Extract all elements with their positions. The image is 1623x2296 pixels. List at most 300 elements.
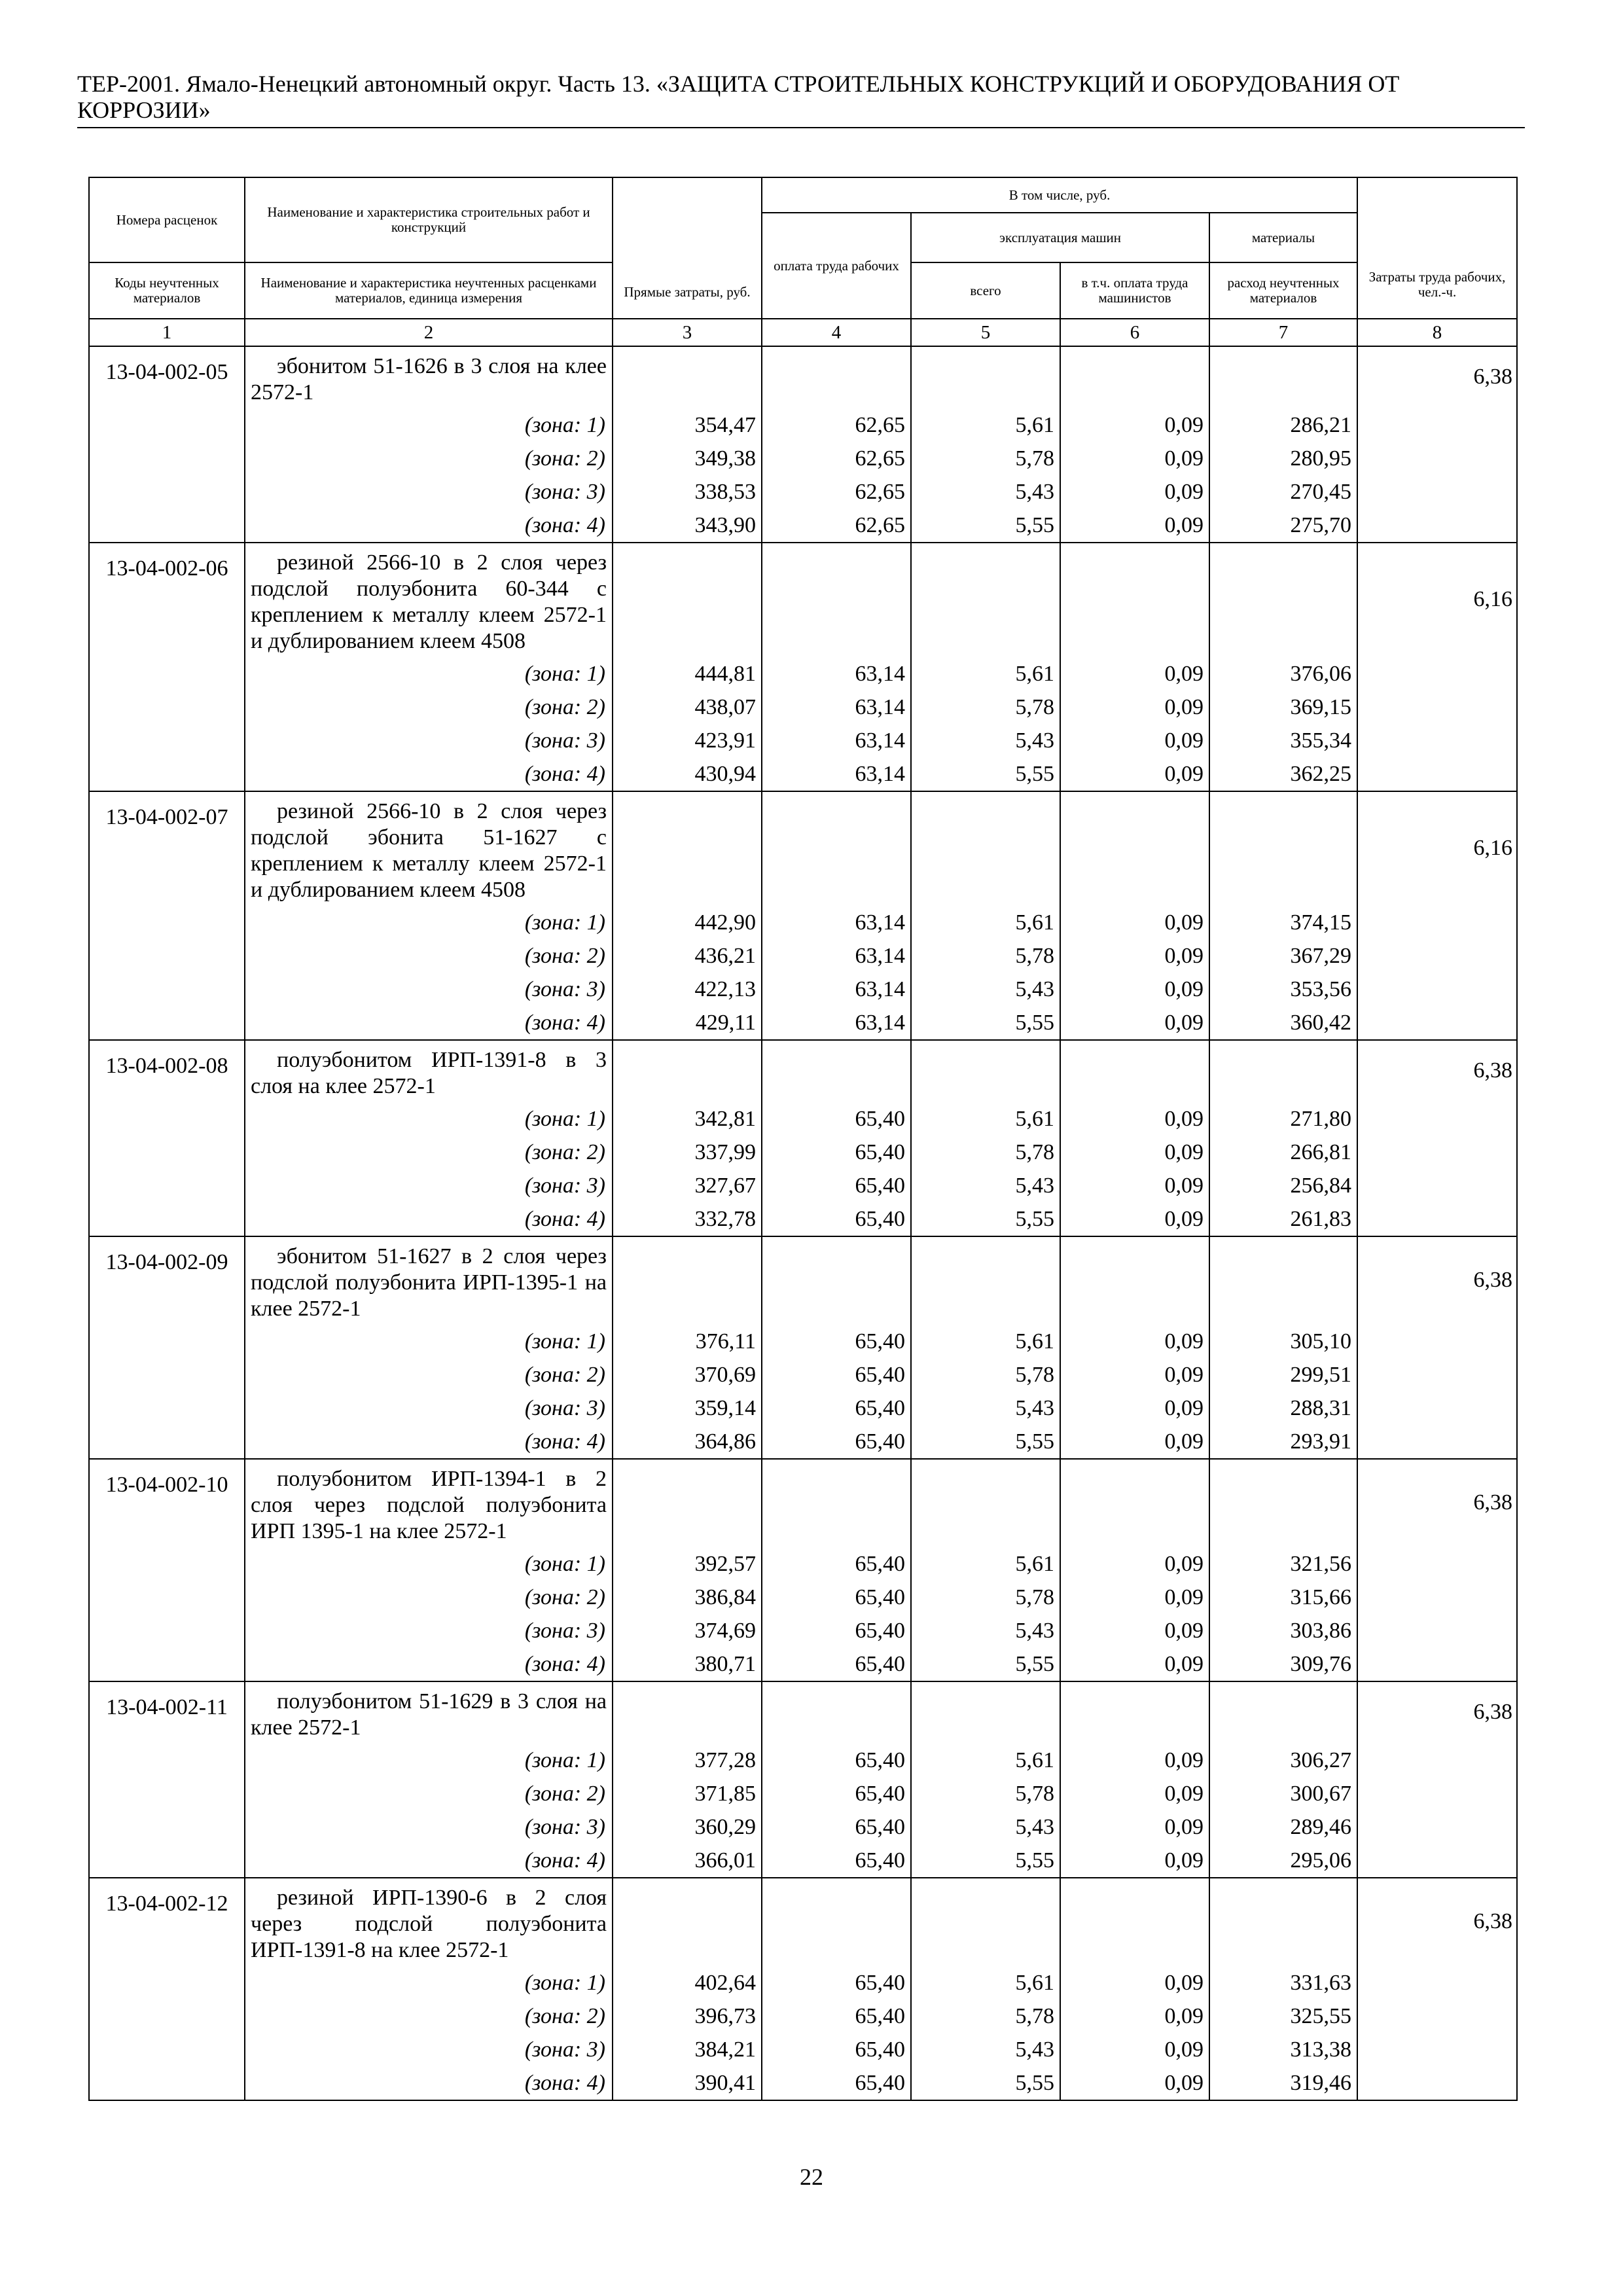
materials-cost-value: 315,66	[1290, 1585, 1352, 1609]
worker-pay-value: 65,40	[855, 1848, 905, 1873]
rate-code: 13-04-002-11	[89, 1681, 245, 1878]
machinist-pay-value: 0,09	[1164, 2004, 1204, 2028]
header-machines-total: всего	[911, 262, 1060, 319]
zone-label: (зона: 3)	[524, 728, 605, 753]
worker-pay-value: 63,14	[855, 762, 905, 786]
header-including: В том числе, руб.	[762, 177, 1357, 213]
page-title: ТЕР-2001. Ямало-Ненецкий автономный округ. Часть 13. «ЗАЩИТА СТРОИТЕЛЬНЫХ КОНСТРУКЦИЙ И ОБОРУДОВАНИЯ ОТ КОРРОЗИИ»	[77, 71, 1400, 123]
row-spacer	[1061, 792, 1209, 906]
worker-pay-value: 65,40	[855, 1329, 905, 1354]
machines-total-value: 5,61	[1015, 1971, 1054, 1995]
row-spacer	[762, 1041, 910, 1102]
row-spacer	[1210, 1460, 1357, 1547]
zone-label: (зона: 4)	[524, 2071, 605, 2095]
rate-code: 13-04-002-10	[89, 1459, 245, 1681]
row-spacer	[613, 1460, 761, 1547]
machinist-pay-column	[1060, 1236, 1209, 1459]
direct-cost-value: 343,90	[694, 513, 756, 537]
direct-cost-value: 366,01	[694, 1848, 756, 1873]
table-row	[89, 346, 1517, 543]
direct-cost-value: 384,21	[694, 2037, 756, 2062]
machinist-pay-value: 0,09	[1164, 695, 1204, 719]
rates-table	[88, 177, 1518, 2101]
zone-label: (зона: 2)	[524, 2004, 605, 2028]
worker-pay-column	[762, 346, 911, 543]
row-spacer	[1061, 1878, 1209, 1966]
row-spacer	[912, 543, 1060, 657]
machines-total-value: 5,78	[1015, 1140, 1054, 1164]
worker-pay-column	[762, 1459, 911, 1681]
materials-cost-value: 313,38	[1290, 2037, 1352, 2062]
row-spacer	[762, 1237, 910, 1325]
materials-cost-column	[1209, 1681, 1357, 1878]
rate-code: 13-04-002-12	[89, 1878, 245, 2100]
table-row	[89, 1236, 1517, 1459]
machines-total-value: 5,43	[1015, 1174, 1054, 1198]
row-spacer	[912, 1041, 1060, 1102]
zone-label: (зона: 3)	[524, 1619, 605, 1643]
direct-cost-value: 370,69	[694, 1363, 756, 1387]
machinist-pay-value: 0,09	[1164, 1140, 1204, 1164]
direct-cost-value: 438,07	[694, 695, 756, 719]
machinist-pay-value: 0,09	[1164, 480, 1204, 504]
direct-cost-value: 402,64	[694, 1971, 756, 1995]
direct-cost-column	[613, 543, 762, 791]
worker-pay-value: 65,40	[855, 1815, 905, 1839]
row-spacer	[1210, 1041, 1357, 1102]
materials-cost-value: 369,15	[1290, 695, 1352, 719]
header-machinists-pay: в т.ч. оплата труда машинистов	[1060, 262, 1209, 319]
worker-pay-value: 63,14	[855, 662, 905, 686]
table-row	[89, 791, 1517, 1040]
row-spacer	[1210, 347, 1357, 408]
machinist-pay-column	[1060, 1878, 1209, 2100]
machines-total-column	[911, 1040, 1060, 1236]
worker-pay-value: 65,40	[855, 1652, 905, 1676]
zone-label: (зона: 1)	[524, 1107, 605, 1131]
zone-label: (зона: 3)	[524, 480, 605, 504]
machinist-pay-value: 0,09	[1164, 1848, 1204, 1873]
machines-total-value: 5,78	[1015, 2004, 1054, 2028]
zone-label: (зона: 3)	[524, 977, 605, 1001]
machines-total-value: 5,43	[1015, 728, 1054, 753]
machinist-pay-column	[1060, 791, 1209, 1040]
worker-pay-value: 62,65	[855, 513, 905, 537]
row-spacer	[613, 543, 761, 657]
machines-total-column	[911, 543, 1060, 791]
header-rate-numbers: Номера расценок	[89, 177, 245, 262]
materials-cost-column	[1209, 1040, 1357, 1236]
direct-cost-value: 364,86	[694, 1429, 756, 1454]
rate-name-cell	[245, 1040, 613, 1236]
materials-cost-value: 275,70	[1290, 513, 1352, 537]
machines-total-value: 5,55	[1015, 1652, 1054, 1676]
materials-cost-value: 271,80	[1290, 1107, 1352, 1131]
materials-cost-value: 261,83	[1290, 1207, 1352, 1231]
table-row	[89, 1681, 1517, 1878]
header-rate-codes: Коды неучтенных материалов	[89, 262, 245, 319]
direct-cost-value: 380,71	[694, 1652, 756, 1676]
worker-pay-value: 65,40	[855, 1748, 905, 1772]
direct-cost-value: 360,29	[694, 1815, 756, 1839]
machinist-pay-column	[1060, 1040, 1209, 1236]
page-number: 22	[800, 2164, 823, 2190]
worker-pay-value: 65,40	[855, 2004, 905, 2028]
labor-cost: 6,16	[1357, 791, 1517, 1040]
worker-pay-value: 63,14	[855, 977, 905, 1001]
direct-cost-value: 338,53	[694, 480, 756, 504]
rate-description: эбонитом 51-1626 в 3 слоя на клее 2572-1	[251, 354, 607, 404]
row-spacer	[1061, 1682, 1209, 1744]
row-spacer	[613, 1237, 761, 1325]
row-spacer	[762, 792, 910, 906]
machines-total-value: 5,61	[1015, 413, 1054, 437]
rate-code: 13-04-002-07	[89, 791, 245, 1040]
materials-cost-value: 325,55	[1290, 2004, 1352, 2028]
worker-pay-value: 65,40	[855, 1782, 905, 1806]
machines-total-value: 5,55	[1015, 1011, 1054, 1035]
direct-cost-column	[613, 1040, 762, 1236]
row-spacer	[1061, 1460, 1209, 1547]
col-number-4: 4	[762, 319, 911, 346]
zone-label: (зона: 2)	[524, 446, 605, 471]
materials-cost-column	[1209, 543, 1357, 791]
direct-cost-value: 390,41	[694, 2071, 756, 2095]
machinist-pay-column	[1060, 346, 1209, 543]
direct-cost-value: 423,91	[694, 728, 756, 753]
materials-cost-value: 321,56	[1290, 1552, 1352, 1576]
materials-cost-column	[1209, 791, 1357, 1040]
rate-code: 13-04-002-08	[89, 1040, 245, 1236]
header-labor-pay: оплата труда рабочих	[762, 213, 911, 319]
machines-total-value: 5,43	[1015, 1815, 1054, 1839]
materials-cost-value: 319,46	[1290, 2071, 1352, 2095]
worker-pay-value: 65,40	[855, 2037, 905, 2062]
materials-cost-value: 376,06	[1290, 662, 1352, 686]
machinist-pay-value: 0,09	[1164, 1207, 1204, 1231]
worker-pay-value: 65,40	[855, 1363, 905, 1387]
materials-cost-column	[1209, 1236, 1357, 1459]
worker-pay-value: 65,40	[855, 1585, 905, 1609]
machinist-pay-value: 0,09	[1164, 1782, 1204, 1806]
machines-total-value: 5,55	[1015, 1207, 1054, 1231]
rate-name-cell	[245, 1459, 613, 1681]
row-spacer	[1210, 1878, 1357, 1966]
zone-label: (зона: 4)	[524, 1207, 605, 1231]
worker-pay-value: 65,40	[855, 1140, 905, 1164]
machinist-pay-value: 0,09	[1164, 1619, 1204, 1643]
machinist-pay-value: 0,09	[1164, 1363, 1204, 1387]
rate-code: 13-04-002-05	[89, 346, 245, 543]
rate-name-cell	[245, 1681, 613, 1878]
machines-total-value: 5,61	[1015, 1107, 1054, 1131]
zone-label: (зона: 4)	[524, 1011, 605, 1035]
machinist-pay-value: 0,09	[1164, 1174, 1204, 1198]
labor-cost: 6,38	[1357, 1878, 1517, 2100]
col-number-5: 5	[911, 319, 1060, 346]
materials-cost-value: 367,29	[1290, 944, 1352, 968]
row-spacer	[1210, 1682, 1357, 1744]
worker-pay-value: 62,65	[855, 413, 905, 437]
worker-pay-value: 65,40	[855, 1174, 905, 1198]
worker-pay-value: 65,40	[855, 1396, 905, 1420]
zone-label: (зона: 2)	[524, 1782, 605, 1806]
row-spacer	[912, 347, 1060, 408]
col-number-8: 8	[1357, 319, 1517, 346]
header-work-name: Наименование и характеристика строительных работ и конструкций	[245, 177, 613, 262]
direct-cost-value: 354,47	[694, 413, 756, 437]
zone-label: (зона: 4)	[524, 1848, 605, 1873]
direct-cost-value: 342,81	[694, 1107, 756, 1131]
machinist-pay-value: 0,09	[1164, 1329, 1204, 1354]
rate-description: полуэбонитом 51-1629 в 3 слоя на клее 2572-1	[251, 1689, 607, 1740]
machinist-pay-value: 0,09	[1164, 1396, 1204, 1420]
materials-cost-column	[1209, 346, 1357, 543]
machinist-pay-value: 0,09	[1164, 413, 1204, 437]
materials-cost-value: 289,46	[1290, 1815, 1352, 1839]
materials-cost-value: 305,10	[1290, 1329, 1352, 1354]
rate-name-cell	[245, 1878, 613, 2100]
machinist-pay-value: 0,09	[1164, 1971, 1204, 1995]
worker-pay-value: 63,14	[855, 944, 905, 968]
machines-total-value: 5,78	[1015, 695, 1054, 719]
title-divider	[77, 127, 1525, 128]
worker-pay-value: 65,40	[855, 1619, 905, 1643]
col-number-7: 7	[1209, 319, 1357, 346]
materials-cost-value: 331,63	[1290, 1971, 1352, 1995]
machinist-pay-value: 0,09	[1164, 1748, 1204, 1772]
materials-cost-value: 353,56	[1290, 977, 1352, 1001]
direct-cost-value: 396,73	[694, 2004, 756, 2028]
materials-cost-value: 266,81	[1290, 1140, 1352, 1164]
row-spacer	[912, 1878, 1060, 1966]
machinist-pay-value: 0,09	[1164, 944, 1204, 968]
worker-pay-value: 65,40	[855, 1429, 905, 1454]
col-number-2: 2	[245, 319, 613, 346]
machinist-pay-value: 0,09	[1164, 446, 1204, 471]
table-row	[89, 1878, 1517, 2100]
direct-cost-value: 376,11	[695, 1329, 756, 1354]
rate-code: 13-04-002-09	[89, 1236, 245, 1459]
worker-pay-value: 63,14	[855, 910, 905, 935]
materials-cost-column	[1209, 1459, 1357, 1681]
materials-cost-value: 360,42	[1290, 1011, 1352, 1035]
zone-label: (зона: 3)	[524, 2037, 605, 2062]
machines-total-value: 5,61	[1015, 910, 1054, 935]
zone-label: (зона: 4)	[524, 762, 605, 786]
zone-label: (зона: 1)	[524, 1329, 605, 1354]
machines-total-value: 5,61	[1015, 1748, 1054, 1772]
machinist-pay-value: 0,09	[1164, 513, 1204, 537]
direct-cost-column	[613, 1236, 762, 1459]
materials-cost-value: 299,51	[1290, 1363, 1352, 1387]
rate-name-cell	[245, 543, 613, 791]
worker-pay-column	[762, 1681, 911, 1878]
col-number-6: 6	[1060, 319, 1209, 346]
labor-cost: 6,16	[1357, 543, 1517, 791]
zone-label: (зона: 3)	[524, 1174, 605, 1198]
machinist-pay-value: 0,09	[1164, 2071, 1204, 2095]
machines-total-value: 5,43	[1015, 1619, 1054, 1643]
zone-label: (зона: 4)	[524, 1429, 605, 1454]
direct-cost-value: 349,38	[694, 446, 756, 471]
materials-cost-value: 300,67	[1290, 1782, 1352, 1806]
machines-total-value: 5,61	[1015, 1552, 1054, 1576]
machines-total-value: 5,43	[1015, 1396, 1054, 1420]
machinist-pay-value: 0,09	[1164, 1011, 1204, 1035]
worker-pay-value: 63,14	[855, 695, 905, 719]
materials-cost-column	[1209, 1878, 1357, 2100]
header-labor-costs: Затраты труда рабочих, чел.-ч.	[1357, 177, 1517, 319]
machines-total-value: 5,55	[1015, 513, 1054, 537]
direct-cost-value: 442,90	[694, 910, 756, 935]
worker-pay-value: 65,40	[855, 2071, 905, 2095]
direct-cost-value: 337,99	[694, 1140, 756, 1164]
header-materials: материалы	[1209, 213, 1357, 262]
rate-description: полуэбонитом ИРП-1394-1 в 2 слоя через подслой полуэбонита ИРП 1395-1 на клее 2572-1	[251, 1467, 607, 1543]
machinist-pay-column	[1060, 543, 1209, 791]
labor-cost: 6,38	[1357, 1040, 1517, 1236]
direct-cost-column	[613, 1459, 762, 1681]
rate-description: резиной 2566-10 в 2 слоя через подслой эбонита 51-1627 с креплением к металлу клеем 2572-1 и дублированием клеем 4508	[251, 799, 607, 902]
header-machines: эксплуатация машин	[911, 213, 1209, 262]
row-spacer	[613, 347, 761, 408]
header-direct-costs: Прямые затраты, руб.	[613, 177, 762, 319]
col-number-3: 3	[613, 319, 762, 346]
direct-cost-value: 327,67	[694, 1174, 756, 1198]
zone-label: (зона: 2)	[524, 1140, 605, 1164]
worker-pay-column	[762, 791, 911, 1040]
worker-pay-column	[762, 1878, 911, 2100]
machines-total-value: 5,43	[1015, 480, 1054, 504]
worker-pay-value: 62,65	[855, 480, 905, 504]
direct-cost-value: 386,84	[694, 1585, 756, 1609]
worker-pay-column	[762, 1236, 911, 1459]
machines-total-value: 5,55	[1015, 1429, 1054, 1454]
row-spacer	[1061, 347, 1209, 408]
materials-cost-value: 270,45	[1290, 480, 1352, 504]
zone-label: (зона: 1)	[524, 1552, 605, 1576]
machines-total-value: 5,78	[1015, 446, 1054, 471]
worker-pay-value: 65,40	[855, 1552, 905, 1576]
machinist-pay-value: 0,09	[1164, 1107, 1204, 1131]
machines-total-value: 5,61	[1015, 662, 1054, 686]
zone-label: (зона: 2)	[524, 695, 605, 719]
zone-label: (зона: 4)	[524, 513, 605, 537]
machines-total-value: 5,78	[1015, 1363, 1054, 1387]
row-spacer	[762, 1878, 910, 1966]
machinist-pay-value: 0,09	[1164, 728, 1204, 753]
zone-label: (зона: 2)	[524, 944, 605, 968]
machines-total-value: 5,55	[1015, 762, 1054, 786]
direct-cost-value: 359,14	[694, 1396, 756, 1420]
row-spacer	[1061, 1041, 1209, 1102]
machinist-pay-value: 0,09	[1164, 662, 1204, 686]
zone-label: (зона: 1)	[524, 662, 605, 686]
machines-total-value: 5,43	[1015, 2037, 1054, 2062]
machines-total-column	[911, 791, 1060, 1040]
worker-pay-column	[762, 543, 911, 791]
machinist-pay-value: 0,09	[1164, 1585, 1204, 1609]
rate-name-cell	[245, 791, 613, 1040]
rate-description: резиной ИРП-1390-6 в 2 слоя через подслой полуэбонита ИРП-1391-8 на клее 2572-1	[251, 1886, 607, 1962]
machinist-pay-value: 0,09	[1164, 1652, 1204, 1676]
row-spacer	[762, 1682, 910, 1744]
worker-pay-value: 65,40	[855, 1207, 905, 1231]
materials-cost-value: 286,21	[1290, 413, 1352, 437]
row-spacer	[1210, 543, 1357, 657]
materials-cost-value: 309,76	[1290, 1652, 1352, 1676]
machines-total-value: 5,61	[1015, 1329, 1054, 1354]
row-spacer	[762, 543, 910, 657]
materials-cost-value: 362,25	[1290, 762, 1352, 786]
header-material-name: Наименование и характеристика неучтенных расценками материалов, единица измерения	[245, 262, 613, 319]
machinist-pay-column	[1060, 1459, 1209, 1681]
machines-total-column	[911, 1681, 1060, 1878]
zone-label: (зона: 4)	[524, 1652, 605, 1676]
worker-pay-value: 63,14	[855, 728, 905, 753]
materials-cost-value: 256,84	[1290, 1174, 1352, 1198]
rate-name-cell	[245, 346, 613, 543]
header-materials-consumption: расход неучтенных материалов	[1209, 262, 1357, 319]
direct-cost-value: 332,78	[694, 1207, 756, 1231]
machines-total-value: 5,43	[1015, 977, 1054, 1001]
zone-label: (зона: 1)	[524, 413, 605, 437]
zone-label: (зона: 3)	[524, 1396, 605, 1420]
row-spacer	[613, 1878, 761, 1966]
row-spacer	[613, 792, 761, 906]
zone-label: (зона: 1)	[524, 1971, 605, 1995]
labor-cost: 6,38	[1357, 1236, 1517, 1459]
machinist-pay-value: 0,09	[1164, 1429, 1204, 1454]
direct-cost-column	[613, 1878, 762, 2100]
worker-pay-value: 65,40	[855, 1971, 905, 1995]
worker-pay-value: 63,14	[855, 1011, 905, 1035]
zone-label: (зона: 2)	[524, 1363, 605, 1387]
machinist-pay-value: 0,09	[1164, 1815, 1204, 1839]
direct-cost-value: 422,13	[694, 977, 756, 1001]
row-spacer	[762, 1460, 910, 1547]
materials-cost-value: 355,34	[1290, 728, 1352, 753]
direct-cost-column	[613, 791, 762, 1040]
materials-cost-value: 293,91	[1290, 1429, 1352, 1454]
materials-cost-value: 288,31	[1290, 1396, 1352, 1420]
zone-label: (зона: 1)	[524, 910, 605, 935]
labor-cost: 6,38	[1357, 1681, 1517, 1878]
rate-code: 13-04-002-06	[89, 543, 245, 791]
row-spacer	[1210, 1237, 1357, 1325]
row-spacer	[1061, 543, 1209, 657]
row-spacer	[1061, 1237, 1209, 1325]
materials-cost-value: 306,27	[1290, 1748, 1352, 1772]
row-spacer	[1210, 792, 1357, 906]
machines-total-value: 5,78	[1015, 1782, 1054, 1806]
table-row	[89, 1459, 1517, 1681]
direct-cost-value: 436,21	[694, 944, 756, 968]
labor-cost: 6,38	[1357, 1459, 1517, 1681]
row-spacer	[912, 1460, 1060, 1547]
labor-cost: 6,38	[1357, 346, 1517, 543]
rate-description: полуэбонитом ИРП-1391-8 в 3 слоя на клее 2572-1	[251, 1048, 607, 1098]
direct-cost-value: 430,94	[694, 762, 756, 786]
row-spacer	[912, 1237, 1060, 1325]
row-spacer	[613, 1682, 761, 1744]
direct-cost-value: 444,81	[694, 662, 756, 686]
direct-cost-value: 392,57	[694, 1552, 756, 1576]
machines-total-column	[911, 1459, 1060, 1681]
zone-label: (зона: 3)	[524, 1815, 605, 1839]
machinist-pay-column	[1060, 1681, 1209, 1878]
